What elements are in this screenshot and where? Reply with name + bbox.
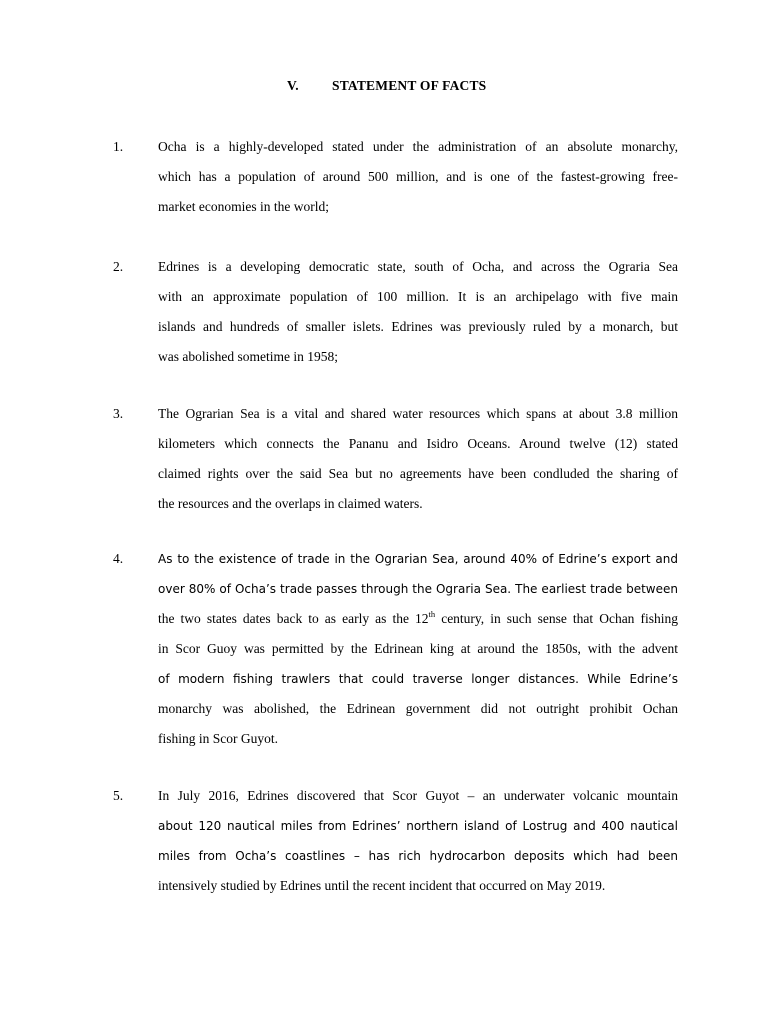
- text-line: of modern fishing trawlers that could traverse longer distances. While Edrine’s: [158, 672, 678, 686]
- text-line: intensively studied by Edrines until the recent incident that occurred on May 2019.: [158, 878, 606, 893]
- text-segment: century, in such sense that Ochan fishing: [435, 611, 678, 626]
- text-line: Edrines is a developing democratic state, south of Ocha, and across the Ograria Sea: [158, 259, 678, 274]
- fact-number: 3.: [113, 406, 124, 421]
- section-title: STATEMENT OF FACTS: [332, 78, 487, 93]
- text-line: in Scor Guoy was permitted by the Edrinean king at around the 1850s, with the advent: [158, 641, 678, 656]
- text-line: market economies in the world;: [158, 199, 329, 214]
- text-line: miles from Ocha’s coastlines – has rich hydrocarbon deposits which had been: [158, 849, 678, 863]
- fact-text: [158, 781, 678, 901]
- fact-number: 4.: [113, 551, 124, 566]
- text-line: was abolished sometime in 1958;: [158, 349, 338, 364]
- fact-number: 2.: [113, 259, 124, 274]
- text-line: with an approximate population of 100 million. It is an archipelago with five main: [158, 289, 678, 304]
- fact-number: 1.: [113, 139, 124, 154]
- ordinal-superscript: th: [428, 609, 436, 619]
- text-line: which has a population of around 500 million, and is one of the fastest-growing free-: [158, 169, 678, 184]
- fact-text: [158, 252, 678, 372]
- text-line: monarchy was abolished, the Edrinean government did not outright prohibit Ochan: [158, 701, 678, 716]
- text-line: The Ograrian Sea is a vital and shared water resources which spans at about 3.8 million: [158, 406, 678, 421]
- fact-number: 5.: [113, 788, 124, 803]
- text-line: claimed rights over the said Sea but no agreements have been condluded the sharing of: [158, 466, 678, 481]
- section-number: V.: [287, 78, 299, 93]
- text-line: kilometers which connects the Pananu and Isidro Oceans. Around twelve (12) stated: [158, 436, 678, 451]
- text-line: islands and hundreds of smaller islets. Edrines was previously ruled by a monarch, but: [158, 319, 678, 334]
- text-line: fishing in Scor Guyot.: [158, 731, 278, 746]
- text-line: the resources and the overlaps in claimed waters.: [158, 496, 423, 511]
- fact-text: [158, 399, 678, 519]
- text-line: [158, 604, 678, 634]
- fact-text: [158, 132, 678, 222]
- text-line: Ocha is a highly-developed stated under the administration of an absolute monarchy,: [158, 139, 678, 154]
- fact-text: [158, 544, 678, 754]
- text-line: As to the existence of trade in the Ograrian Sea, around 40% of Edrine’s export and: [158, 552, 678, 566]
- text-line: over 80% of Ocha’s trade passes through the Ograria Sea. The earliest trade between: [158, 582, 678, 596]
- text-segment: the two states dates back to as early as the 12: [158, 611, 429, 626]
- text-line: In July 2016, Edrines discovered that Scor Guyot – an underwater volcanic mountain: [158, 788, 678, 803]
- text-line: about 120 nautical miles from Edrines’ northern island of Lostrug and 400 nautical: [158, 819, 678, 833]
